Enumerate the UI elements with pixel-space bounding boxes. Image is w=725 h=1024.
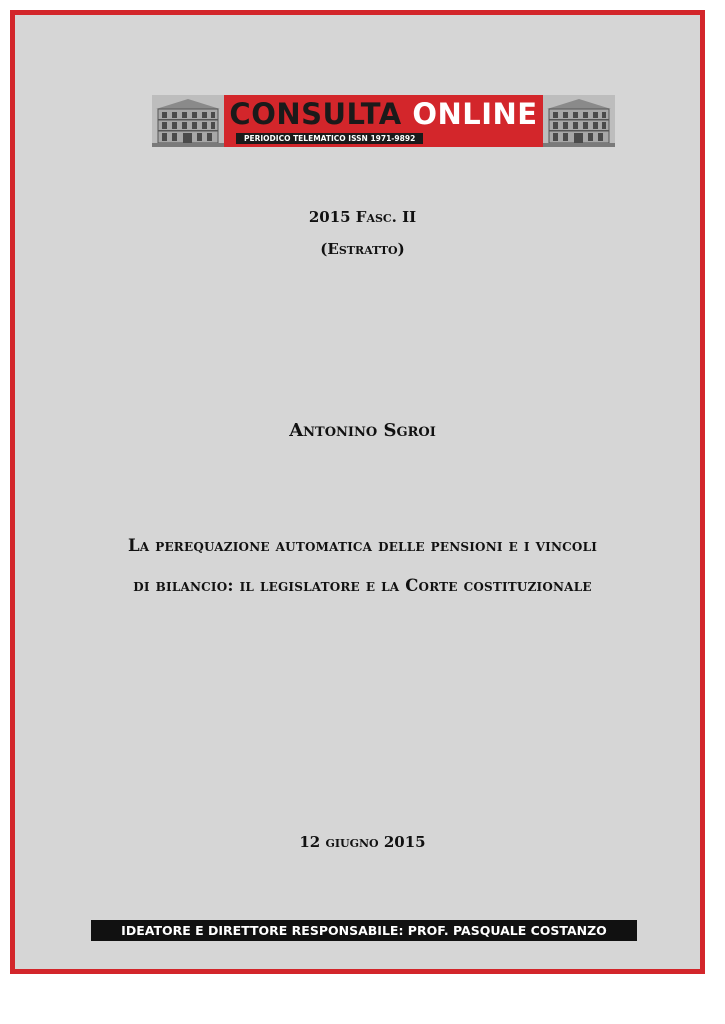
building-illustration-left — [152, 95, 224, 147]
journal-name-word1: CONSULTA — [229, 97, 402, 131]
editor-credit-bar: IDEATORE E DIRETTORE RESPONSABILE: PROF. PASQUALE COSTANZO — [91, 920, 637, 941]
article-title-line2: di bilancio: il legislatore e la Corte costituzionale — [133, 576, 592, 595]
article-title-line1: La perequazione automatica delle pensioni e i vincoli — [127, 536, 598, 555]
journal-masthead — [152, 95, 615, 147]
issue-number: 2015 Fasc. II — [308, 208, 417, 226]
publication-date: 12 giugno 2015 — [299, 833, 426, 851]
author-name: Antonino Sgroi — [289, 420, 436, 441]
brand-banner — [224, 95, 543, 147]
journal-name — [224, 97, 543, 131]
cover-page — [10, 10, 705, 974]
building-illustration-right — [543, 95, 615, 147]
extract-label: (Estratto) — [320, 240, 405, 258]
journal-issn: PERIODICO TELEMATICO ISSN 1971-9892 — [236, 133, 423, 144]
journal-name-word2: ONLINE — [412, 97, 538, 131]
